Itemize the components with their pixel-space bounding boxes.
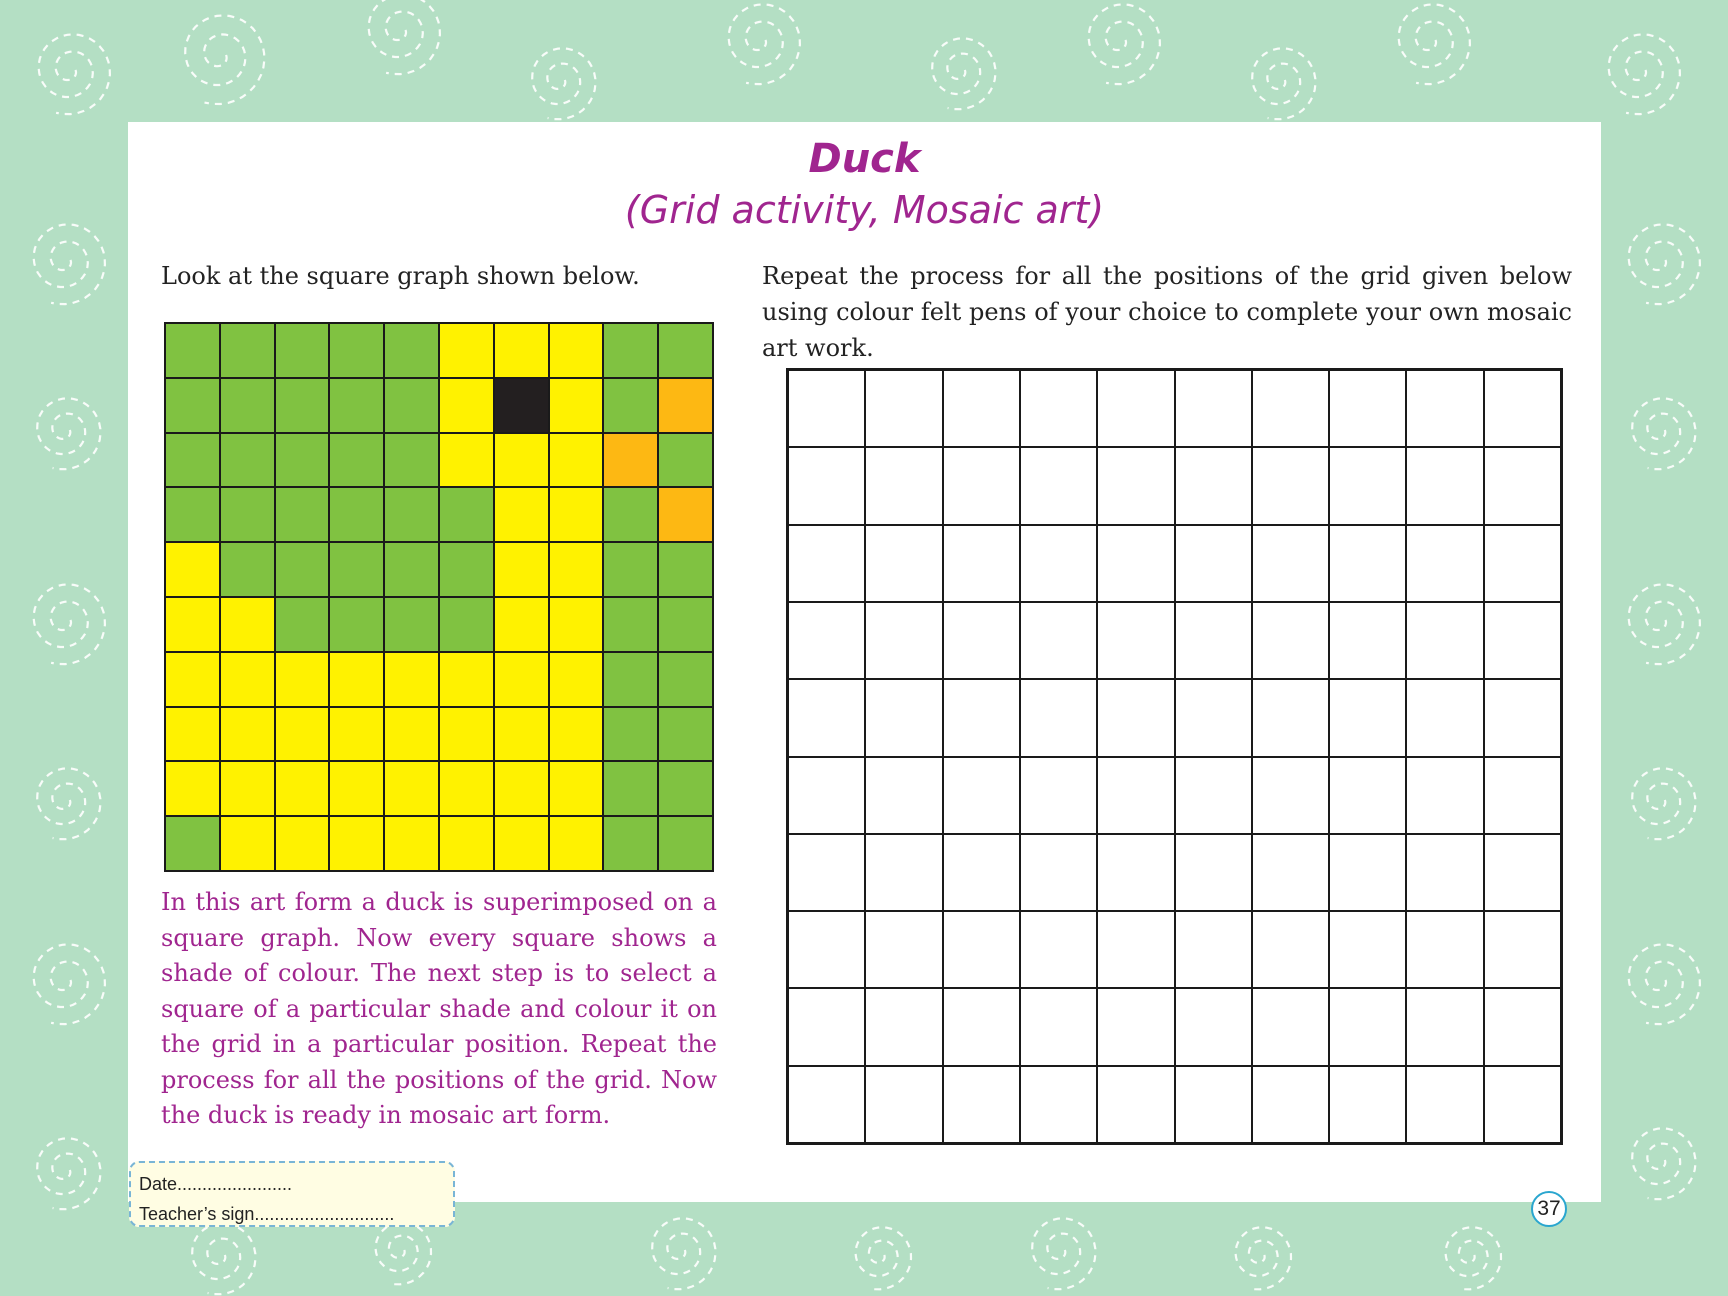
- mosaic-cell: [658, 816, 713, 871]
- grid-cell[interactable]: [1406, 525, 1483, 602]
- grid-cell[interactable]: [788, 911, 865, 988]
- grid-cell[interactable]: [1175, 370, 1252, 447]
- grid-cell[interactable]: [1097, 370, 1174, 447]
- grid-cell[interactable]: [1252, 679, 1329, 756]
- mosaic-cell: [165, 652, 220, 707]
- mosaic-cell: [603, 542, 658, 597]
- grid-cell[interactable]: [865, 834, 942, 911]
- grid-cell[interactable]: [1020, 1066, 1097, 1143]
- grid-cell[interactable]: [1175, 988, 1252, 1065]
- mosaic-cell: [165, 378, 220, 433]
- grid-cell[interactable]: [1484, 834, 1561, 911]
- mosaic-cell: [439, 378, 494, 433]
- grid-cell[interactable]: [1406, 602, 1483, 679]
- mosaic-cell: [603, 761, 658, 816]
- grid-cell[interactable]: [1484, 447, 1561, 524]
- grid-cell[interactable]: [1252, 370, 1329, 447]
- mosaic-cell: [549, 652, 604, 707]
- mosaic-cell: [329, 761, 384, 816]
- mosaic-cell: [658, 652, 713, 707]
- grid-cell[interactable]: [865, 525, 942, 602]
- mosaic-cell: [549, 323, 604, 378]
- grid-cell[interactable]: [1097, 834, 1174, 911]
- mosaic-cell: [658, 597, 713, 652]
- mosaic-cell: [220, 761, 275, 816]
- grid-cell[interactable]: [1484, 370, 1561, 447]
- grid-cell[interactable]: [1252, 1066, 1329, 1143]
- mosaic-cell: [329, 378, 384, 433]
- grid-cell[interactable]: [1406, 447, 1483, 524]
- grid-cell[interactable]: [1329, 911, 1406, 988]
- instruction-text: Repeat the process for all the positions of the grid given below using colour felt pens of your choice to complete your own mosaic art work.: [762, 262, 1572, 362]
- mosaic-cell: [658, 761, 713, 816]
- mosaic-cell: [165, 597, 220, 652]
- mosaic-cell: [275, 816, 330, 871]
- grid-cell[interactable]: [1175, 834, 1252, 911]
- grid-cell[interactable]: [1020, 525, 1097, 602]
- mosaic-cell: [439, 597, 494, 652]
- grid-cell[interactable]: [1484, 757, 1561, 834]
- blank-drawing-grid[interactable]: [786, 368, 1563, 1145]
- mosaic-cell: [384, 542, 439, 597]
- intro-text: Look at the square graph shown below.: [161, 262, 640, 290]
- page-number: 37: [1531, 1191, 1567, 1227]
- grid-cell[interactable]: [788, 834, 865, 911]
- mosaic-cell: [603, 433, 658, 488]
- mosaic-cell: [494, 487, 549, 542]
- mosaic-cell: [658, 433, 713, 488]
- mosaic-cell: [603, 816, 658, 871]
- grid-cell[interactable]: [865, 911, 942, 988]
- grid-cell[interactable]: [788, 602, 865, 679]
- grid-cell[interactable]: [943, 911, 1020, 988]
- grid-cell[interactable]: [1020, 447, 1097, 524]
- mosaic-cell: [384, 761, 439, 816]
- mosaic-cell: [275, 378, 330, 433]
- grid-cell[interactable]: [1097, 1066, 1174, 1143]
- mosaic-cell: [549, 707, 604, 762]
- grid-cell[interactable]: [943, 988, 1020, 1065]
- date-sign-box: [129, 1161, 455, 1227]
- grid-cell[interactable]: [1097, 679, 1174, 756]
- mosaic-cell: [165, 761, 220, 816]
- grid-cell[interactable]: [788, 757, 865, 834]
- mosaic-cell: [220, 323, 275, 378]
- grid-cell[interactable]: [1020, 911, 1097, 988]
- grid-cell[interactable]: [1329, 757, 1406, 834]
- mosaic-cell: [603, 487, 658, 542]
- grid-cell[interactable]: [788, 1066, 865, 1143]
- grid-cell[interactable]: [1329, 447, 1406, 524]
- grid-cell[interactable]: [1252, 988, 1329, 1065]
- mosaic-cell: [439, 433, 494, 488]
- mosaic-cell: [603, 378, 658, 433]
- grid-cell[interactable]: [943, 447, 1020, 524]
- mosaic-cell: [603, 597, 658, 652]
- grid-cell[interactable]: [943, 1066, 1020, 1143]
- grid-cell[interactable]: [1484, 679, 1561, 756]
- explanation-text: In this art form a duck is superimposed on a square graph. Now every square shows a shade of colour. The next step is to select a square of a particular shade and colour it on the grid in a particular position. Repeat the process for all the positions of the grid. Now the duck is ready in mosaic art form.: [161, 888, 717, 1129]
- grid-cell[interactable]: [1020, 602, 1097, 679]
- grid-cell[interactable]: [1406, 988, 1483, 1065]
- mosaic-cell: [439, 323, 494, 378]
- mosaic-cell: [384, 433, 439, 488]
- mosaic-cell: [275, 652, 330, 707]
- mosaic-cell: [494, 378, 549, 433]
- date-field: Date.......................: [139, 1174, 293, 1194]
- duck-mosaic-grid: [164, 322, 714, 872]
- mosaic-cell: [329, 433, 384, 488]
- mosaic-cell: [384, 323, 439, 378]
- grid-cell[interactable]: [943, 602, 1020, 679]
- mosaic-cell: [329, 652, 384, 707]
- mosaic-cell: [275, 433, 330, 488]
- grid-cell[interactable]: [1329, 370, 1406, 447]
- mosaic-cell: [603, 707, 658, 762]
- grid-cell[interactable]: [1097, 602, 1174, 679]
- grid-cell[interactable]: [943, 679, 1020, 756]
- grid-cell[interactable]: [1484, 602, 1561, 679]
- grid-cell[interactable]: [788, 447, 865, 524]
- mosaic-cell: [220, 378, 275, 433]
- mosaic-cell: [658, 378, 713, 433]
- mosaic-cell: [220, 487, 275, 542]
- grid-cell[interactable]: [1020, 370, 1097, 447]
- mosaic-cell: [549, 487, 604, 542]
- grid-cell[interactable]: [1175, 1066, 1252, 1143]
- mosaic-cell: [384, 652, 439, 707]
- mosaic-cell: [275, 323, 330, 378]
- grid-cell[interactable]: [1329, 525, 1406, 602]
- mosaic-cell: [275, 707, 330, 762]
- mosaic-cell: [658, 487, 713, 542]
- grid-cell[interactable]: [1252, 757, 1329, 834]
- mosaic-cell: [494, 433, 549, 488]
- worksheet-page: [128, 122, 1601, 1202]
- mosaic-cell: [549, 761, 604, 816]
- grid-cell[interactable]: [1329, 679, 1406, 756]
- grid-cell[interactable]: [1175, 525, 1252, 602]
- grid-cell[interactable]: [1175, 447, 1252, 524]
- mosaic-cell: [549, 433, 604, 488]
- mosaic-cell: [220, 707, 275, 762]
- mosaic-cell: [220, 652, 275, 707]
- mosaic-cell: [275, 542, 330, 597]
- mosaic-cell: [165, 542, 220, 597]
- mosaic-cell: [439, 487, 494, 542]
- mosaic-cell: [439, 707, 494, 762]
- mosaic-cell: [439, 542, 494, 597]
- mosaic-cell: [275, 597, 330, 652]
- grid-cell[interactable]: [1097, 757, 1174, 834]
- grid-cell[interactable]: [1484, 988, 1561, 1065]
- grid-cell[interactable]: [1097, 447, 1174, 524]
- mosaic-cell: [439, 761, 494, 816]
- mosaic-cell: [494, 707, 549, 762]
- mosaic-cell: [439, 816, 494, 871]
- mosaic-cell: [603, 323, 658, 378]
- grid-cell[interactable]: [1097, 525, 1174, 602]
- grid-cell[interactable]: [865, 757, 942, 834]
- grid-cell[interactable]: [865, 370, 942, 447]
- grid-cell[interactable]: [1097, 988, 1174, 1065]
- grid-cell[interactable]: [788, 370, 865, 447]
- mosaic-cell: [549, 816, 604, 871]
- grid-cell[interactable]: [943, 525, 1020, 602]
- grid-cell[interactable]: [865, 1066, 942, 1143]
- grid-cell[interactable]: [1175, 602, 1252, 679]
- grid-cell[interactable]: [1329, 834, 1406, 911]
- grid-cell[interactable]: [788, 988, 865, 1065]
- grid-cell[interactable]: [1175, 679, 1252, 756]
- grid-cell[interactable]: [1406, 757, 1483, 834]
- grid-cell[interactable]: [1484, 911, 1561, 988]
- grid-cell[interactable]: [1020, 679, 1097, 756]
- grid-cell[interactable]: [1329, 988, 1406, 1065]
- mosaic-cell: [384, 597, 439, 652]
- mosaic-cell: [439, 652, 494, 707]
- mosaic-cell: [275, 761, 330, 816]
- grid-cell[interactable]: [865, 447, 942, 524]
- grid-cell[interactable]: [943, 370, 1020, 447]
- mosaic-cell: [165, 816, 220, 871]
- grid-cell[interactable]: [1406, 370, 1483, 447]
- mosaic-cell: [658, 542, 713, 597]
- grid-cell[interactable]: [1329, 1066, 1406, 1143]
- grid-cell[interactable]: [1020, 834, 1097, 911]
- mosaic-cell: [494, 652, 549, 707]
- grid-cell[interactable]: [1252, 911, 1329, 988]
- mosaic-cell: [165, 323, 220, 378]
- mosaic-cell: [549, 542, 604, 597]
- grid-cell[interactable]: [865, 988, 942, 1065]
- mosaic-cell: [165, 433, 220, 488]
- grid-cell[interactable]: [1252, 525, 1329, 602]
- mosaic-cell: [384, 816, 439, 871]
- mosaic-cell: [384, 487, 439, 542]
- mosaic-cell: [329, 597, 384, 652]
- grid-cell[interactable]: [1406, 1066, 1483, 1143]
- mosaic-cell: [220, 542, 275, 597]
- grid-cell[interactable]: [1097, 911, 1174, 988]
- mosaic-cell: [275, 487, 330, 542]
- grid-cell[interactable]: [865, 679, 942, 756]
- mosaic-cell: [165, 487, 220, 542]
- grid-cell[interactable]: [1329, 602, 1406, 679]
- grid-cell[interactable]: [1252, 447, 1329, 524]
- grid-cell[interactable]: [1175, 911, 1252, 988]
- grid-cell[interactable]: [1406, 679, 1483, 756]
- mosaic-cell: [494, 816, 549, 871]
- mosaic-cell: [329, 487, 384, 542]
- mosaic-cell: [384, 707, 439, 762]
- grid-cell[interactable]: [943, 757, 1020, 834]
- grid-cell[interactable]: [1406, 911, 1483, 988]
- mosaic-cell: [165, 707, 220, 762]
- grid-cell[interactable]: [1252, 602, 1329, 679]
- grid-cell[interactable]: [1484, 525, 1561, 602]
- mosaic-cell: [549, 378, 604, 433]
- grid-cell[interactable]: [1252, 834, 1329, 911]
- mosaic-cell: [220, 597, 275, 652]
- mosaic-cell: [329, 816, 384, 871]
- mosaic-cell: [220, 433, 275, 488]
- grid-cell[interactable]: [1020, 757, 1097, 834]
- mosaic-cell: [384, 378, 439, 433]
- mosaic-cell: [549, 597, 604, 652]
- grid-cell[interactable]: [865, 602, 942, 679]
- mosaic-cell: [494, 597, 549, 652]
- grid-cell[interactable]: [788, 525, 865, 602]
- grid-cell[interactable]: [943, 834, 1020, 911]
- mosaic-cell: [603, 652, 658, 707]
- mosaic-cell: [658, 707, 713, 762]
- page-subtitle: (Grid activity, Mosaic art): [624, 188, 1105, 232]
- grid-cell[interactable]: [1175, 757, 1252, 834]
- mosaic-cell: [329, 323, 384, 378]
- mosaic-cell: [220, 816, 275, 871]
- grid-cell[interactable]: [788, 679, 865, 756]
- mosaic-cell: [494, 323, 549, 378]
- mosaic-cell: [658, 323, 713, 378]
- teacher-sign-field: Teacher’s sign............................: [139, 1204, 395, 1224]
- grid-cell[interactable]: [1020, 988, 1097, 1065]
- mosaic-cell: [329, 542, 384, 597]
- page-title: Duck: [808, 136, 921, 182]
- grid-cell[interactable]: [1484, 1066, 1561, 1143]
- mosaic-cell: [329, 707, 384, 762]
- mosaic-cell: [494, 542, 549, 597]
- mosaic-cell: [494, 761, 549, 816]
- grid-cell[interactable]: [1406, 834, 1483, 911]
